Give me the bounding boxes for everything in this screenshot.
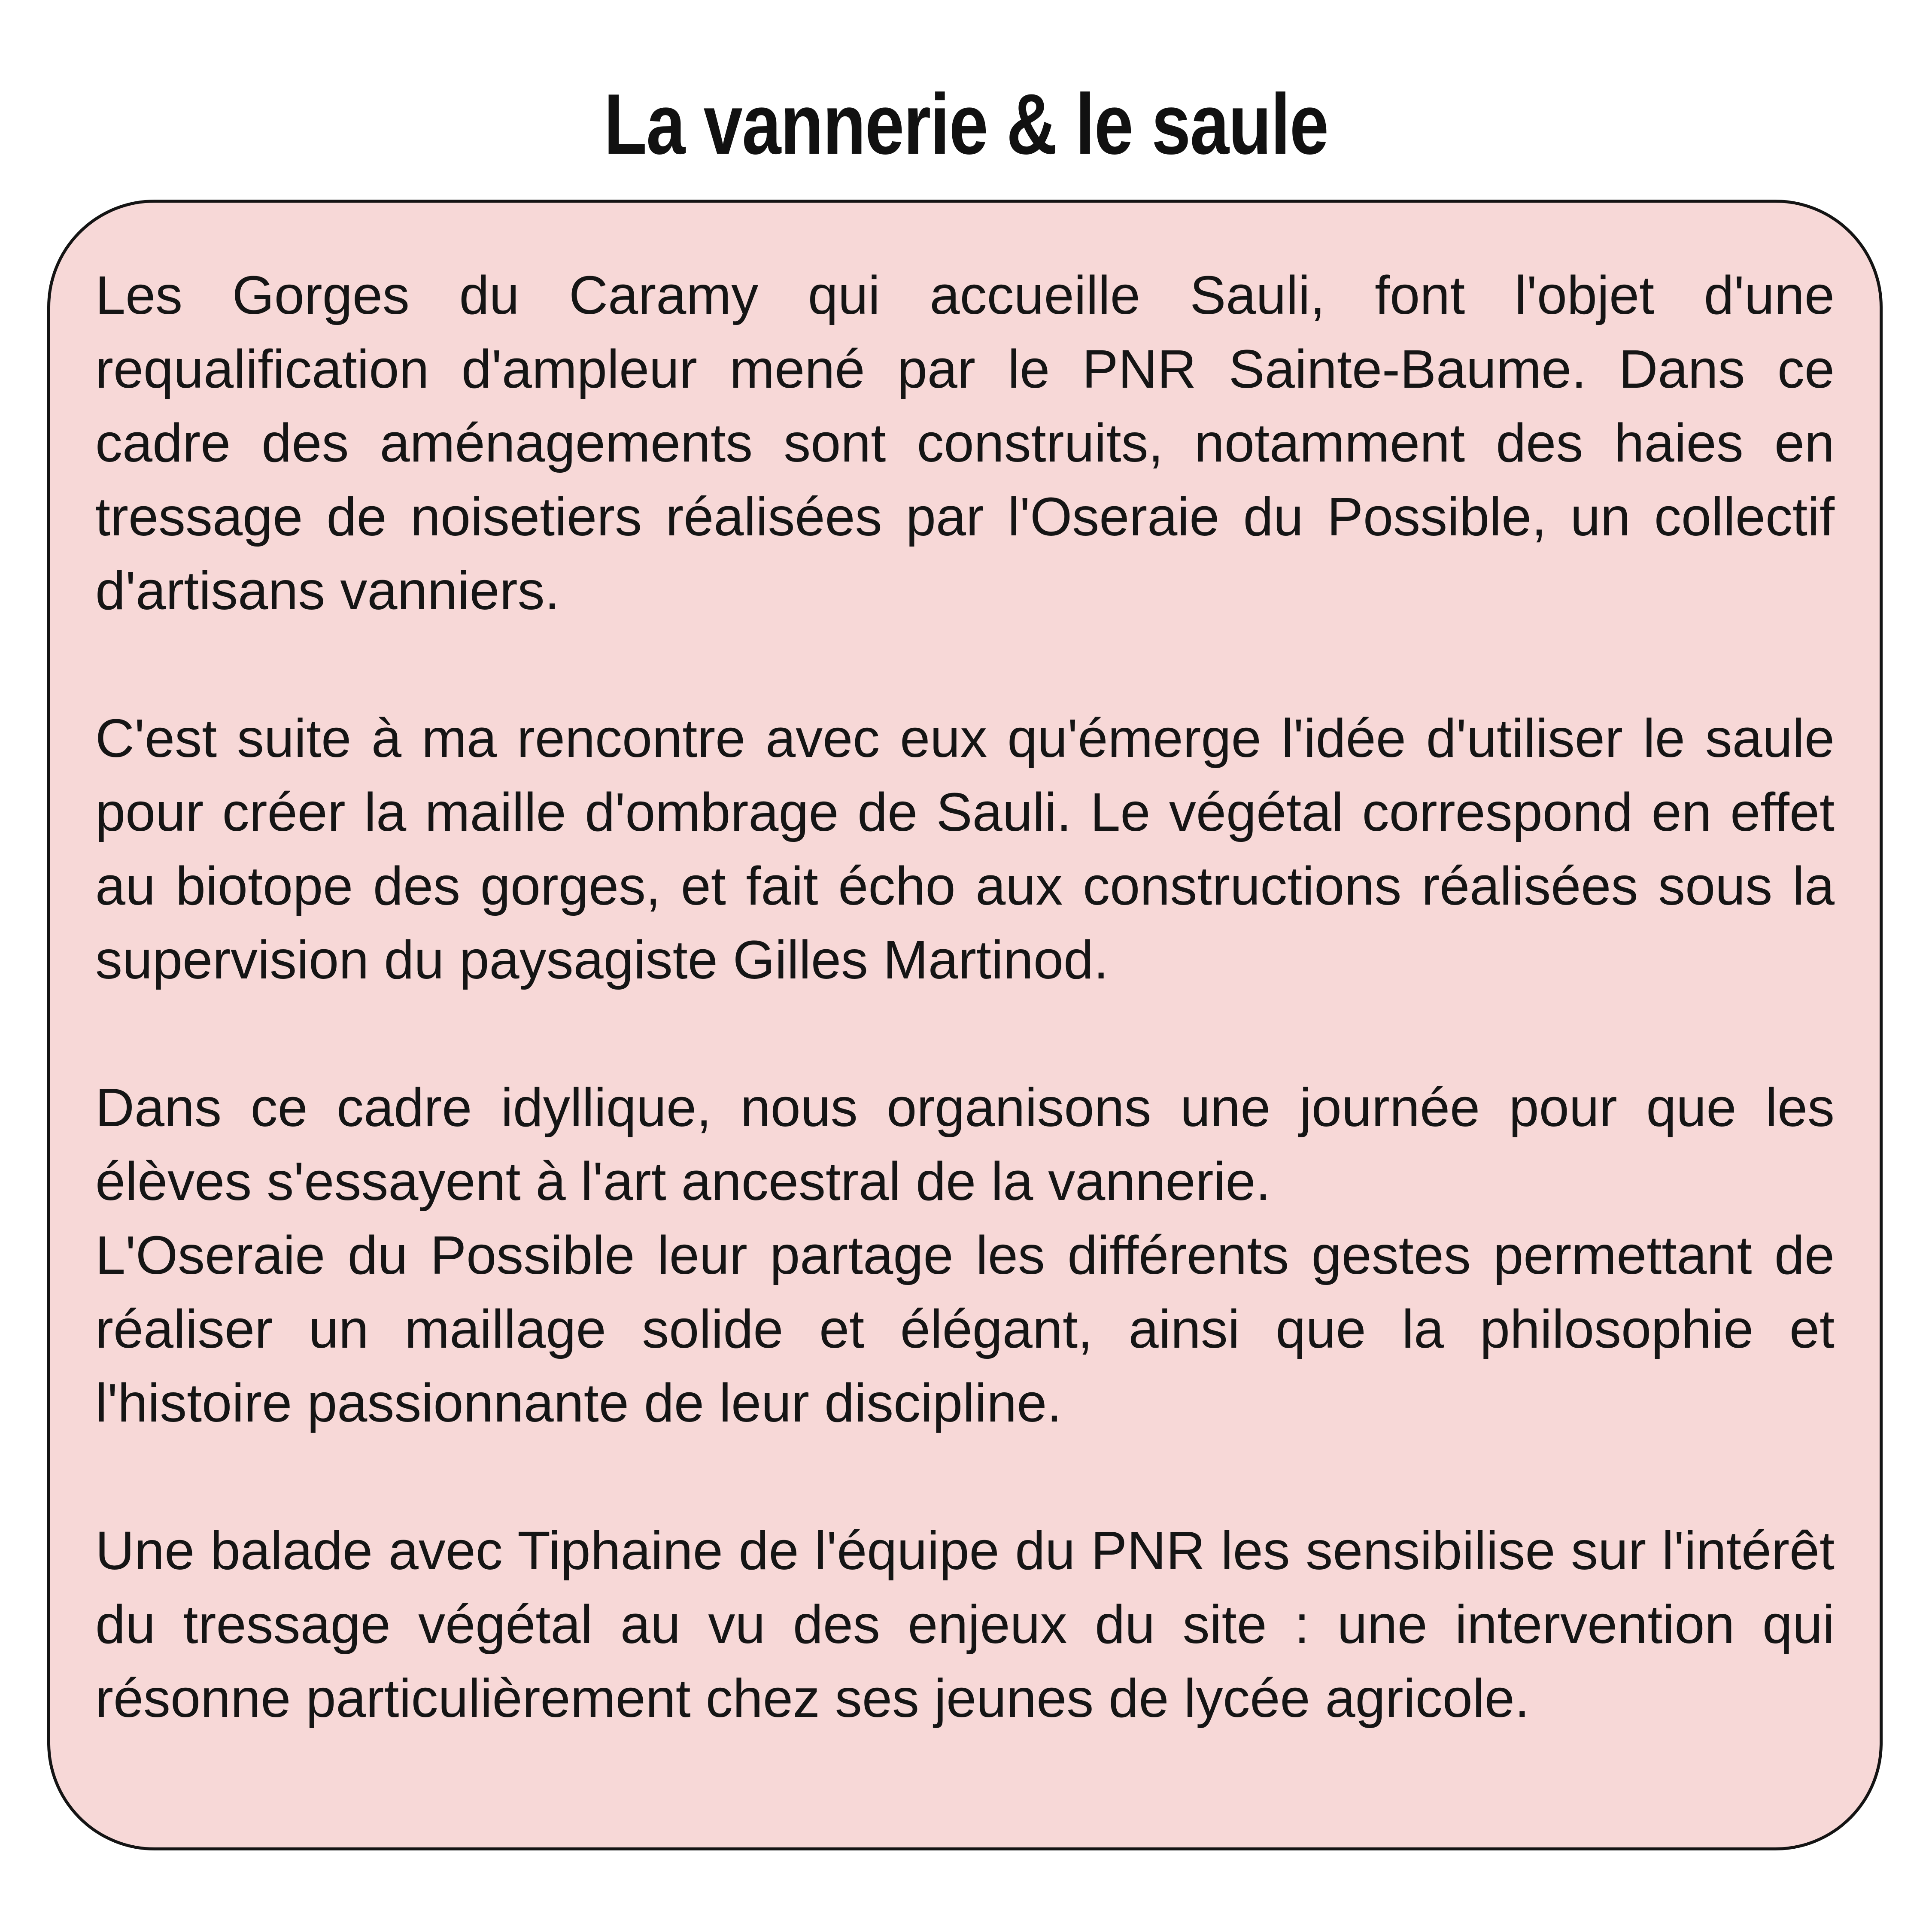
page-title: La vannerie & le saule [604, 76, 1328, 172]
paragraph-oseraie: L'Oseraie du Possible leur partage les différents gestes permettant de réaliser un maillage solide et élégant, ainsi que la philosophie et l'histoire passionnante de leur discipline. [95, 1225, 1835, 1433]
paragraph-gap [95, 1440, 1835, 1514]
text-card [47, 200, 1883, 1850]
paragraph-journee: Dans ce cadre idyllique, nous organisons une journée pour que les élèves s'essayent à l'art ancestral de la vannerie. [95, 1077, 1835, 1212]
paragraph-requalification: Les Gorges du Caramy qui accueille Sauli, font l'objet d'une requalification d'ampleur mené par le PNR Sainte-Baume. Dans ce cadre des aménagements sont construits, notamment des haies en tressage de noisetiers réalisées par l'Oseraie du Possible, un collectif d'artisans vanniers. [95, 265, 1835, 621]
paragraph-gap [95, 997, 1835, 1071]
paragraph-balade: Une balade avec Tiphaine de l'équipe du PNR les sensibilise sur l'intérêt du tressage végétal au vu des enjeux du site : une intervention qui résonne particulièrement chez ses jeunes de lycée agricole. [95, 1520, 1835, 1728]
paragraph-saule: C'est suite à ma rencontre avec eux qu'émerge l'idée d'utiliser le saule pour créer la maille d'ombrage de Sauli. Le végétal correspond en effet au biotope des gorges, et fait écho aux constructions réalisées sous la supervision du paysagiste Gilles Martinod. [95, 708, 1835, 990]
paragraph-gap [95, 628, 1835, 702]
